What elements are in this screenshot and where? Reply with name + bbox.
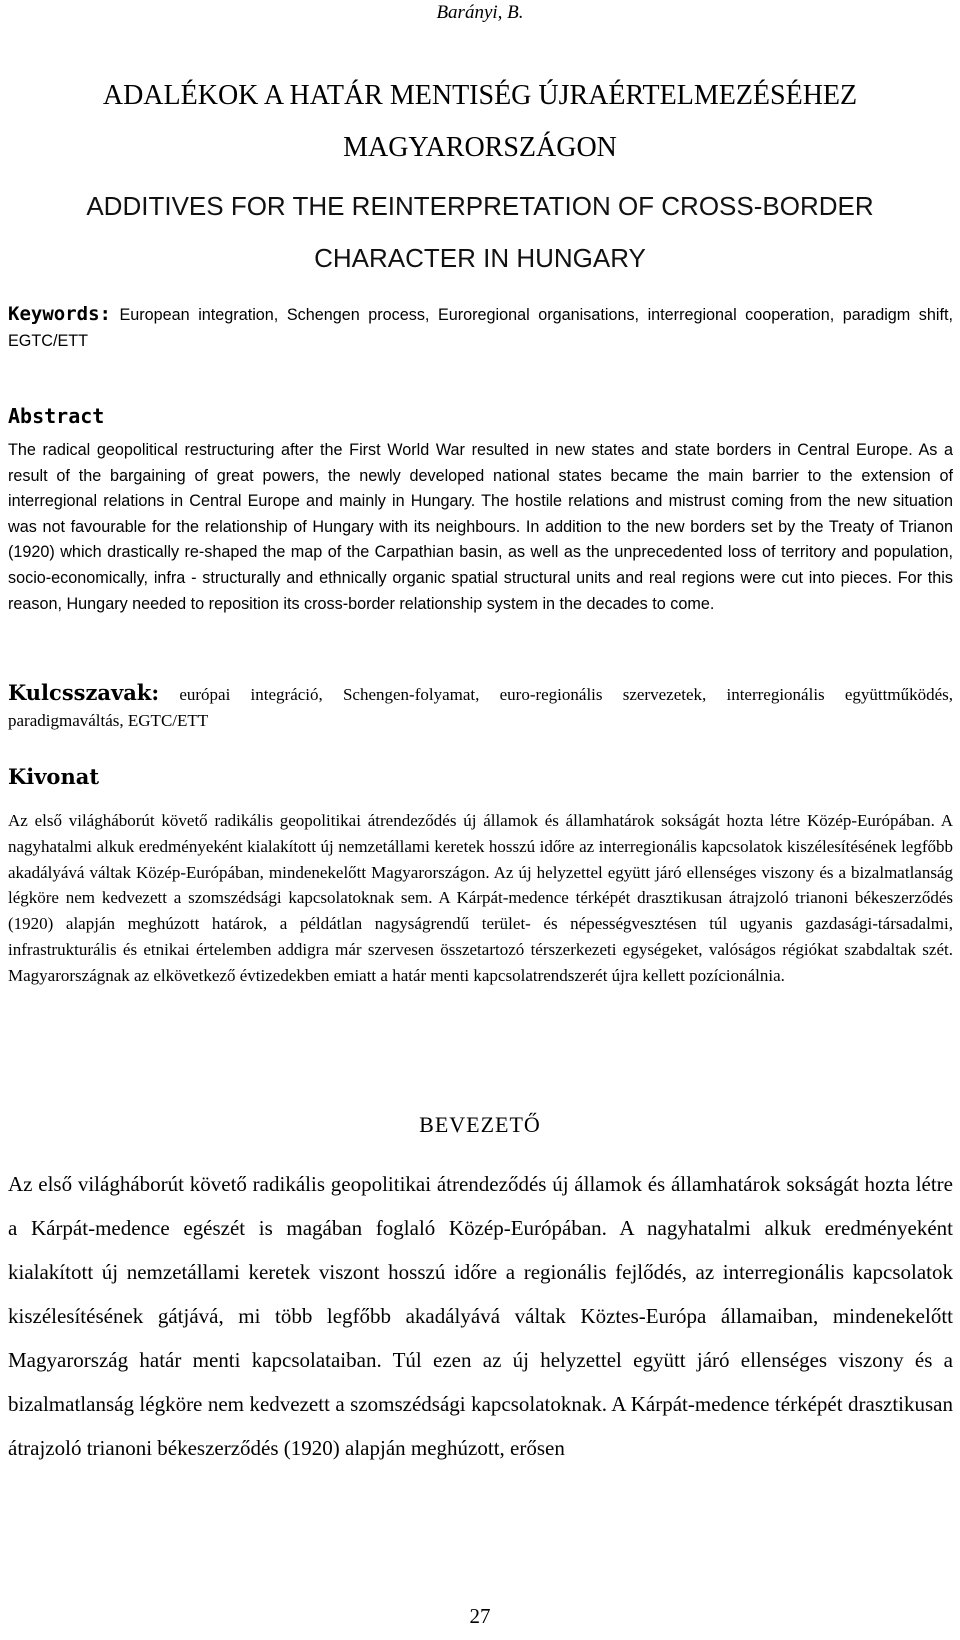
abstract-body: The radical geopolitical restructuring after the First World War resulted in new states and state borders in Central Europe. As a result of the bargaining of great powers, the newly developed national states became the main barrier to the extension of interregional relations in Central Europe and mainly in Hungary. The hostile relations and mistrust coming from the new situation was not favourable for the relationship of Hungary with its neighbours. In addition to the new borders set by the Treaty of Trianon (1920) which drastically re-shaped the map of the Carpathian basin, as well as the unprecedented loss of territory and population, socio-economically, infra - structurally and ethnically organic spatial structural units and real regions were cut into pieces. For this reason, Hungary needed to reposition its cross-border relationship system in the decades to come. (8, 441, 953, 613)
abstract-heading: Abstract (8, 404, 105, 428)
title-hungarian-line-1: ADALÉKOK A HATÁR MENTISÉG ÚJRAÉRTELMEZÉSÉHEZ (102, 80, 858, 111)
title-english-line-2: CHARACTER IN HUNGARY (314, 243, 646, 273)
title-english (0, 180, 960, 284)
page-number: 27 (469, 1604, 491, 1628)
title-hungarian-line-2: MAGYARORSZÁGON (343, 132, 617, 163)
running-header-author: Barányi, B. (436, 2, 524, 23)
keywords-english (8, 301, 953, 354)
kivonat-body: Az első világháborút követő radikális geopolitikai átrendeződés új államok és államhatárok sokságát hozta létre Közép-Európában. A nagyhatalmi alkuk eredményeként kialakított új nemzetállami keretek hosszú időre az interregionális kapcsolatok kiszélesítésének legfőbb akadályává váltak Közép-Európában, mindenekelőtt Magyarországon. Az új helyzettel együtt járó ellenséges viszony és a bizalmatlanság légköre nem kedvezett a szomszédsági kapcsolatoknak sem. A Kárpát-medence térképét drasztikusan átrajzoló trianoni békeszerződés (1920) alapján meghúzott határok, a példátlan nagyságrendű terület- és népességvesztésen túl ugyanis gazdasági-társadalmi, infrastrukturális és etnikai értelemben addigra már szervesen összetartozó térszerkezeti egységeket, valóságos régiókat szabdaltak szét. Magyarországnak az elkövetkező évtizedekben emiatt a határ menti kapcsolatrendszerét újra kellett pozícionálnia. (8, 811, 953, 985)
title-english-line-1: ADDITIVES FOR THE REINTERPRETATION OF CROSS-BORDER (86, 191, 874, 221)
introduction-heading: BEVEZETŐ (419, 1112, 541, 1137)
keywords-hungarian-label: Kulcsszavak: (8, 680, 160, 705)
title-hungarian (0, 70, 960, 174)
keywords-english-text: European integration, Schengen process, Euroregional organisations, interregional cooperation, paradigm shift, EGTC/ETT (8, 306, 953, 350)
keywords-english-label: Keywords: (8, 303, 111, 325)
kivonat-heading: Kivonat (8, 764, 100, 789)
keywords-hungarian-text: európai integráció, Schengen-folyamat, euro-regionális szervezetek, interregionális együttműködés, paradigmaváltás, EGTC/ETT (8, 685, 954, 730)
introduction-body: Az első világháborút követő radikális geopolitikai átrendeződés új államok és államhatárok sokságát hozta létre a Kárpát-medence egészét is magában foglaló Közép-Európában. A nagyhatalmi alkuk eredményeként kialakított új nemzetállami keretek viszont hosszú időre a regionális fejlődés, az interregionális kapcsolatok kiszélesítésének gátjává, mi több legfőbb akadályává váltak Köztes-Európa államaiban, mindenekelőtt Magyarország határ menti kapcsolataiban. Túl ezen az új helyzettel együtt járó ellenséges viszony és a bizalmatlanság légköre nem kedvezett a szomszédsági kapcsolatoknak. A Kárpát-medence térképét drasztikusan átrajzoló trianoni békeszerződés (1920) alapján meghúzott, erősen (8, 1172, 953, 1460)
keywords-hungarian (8, 680, 953, 734)
